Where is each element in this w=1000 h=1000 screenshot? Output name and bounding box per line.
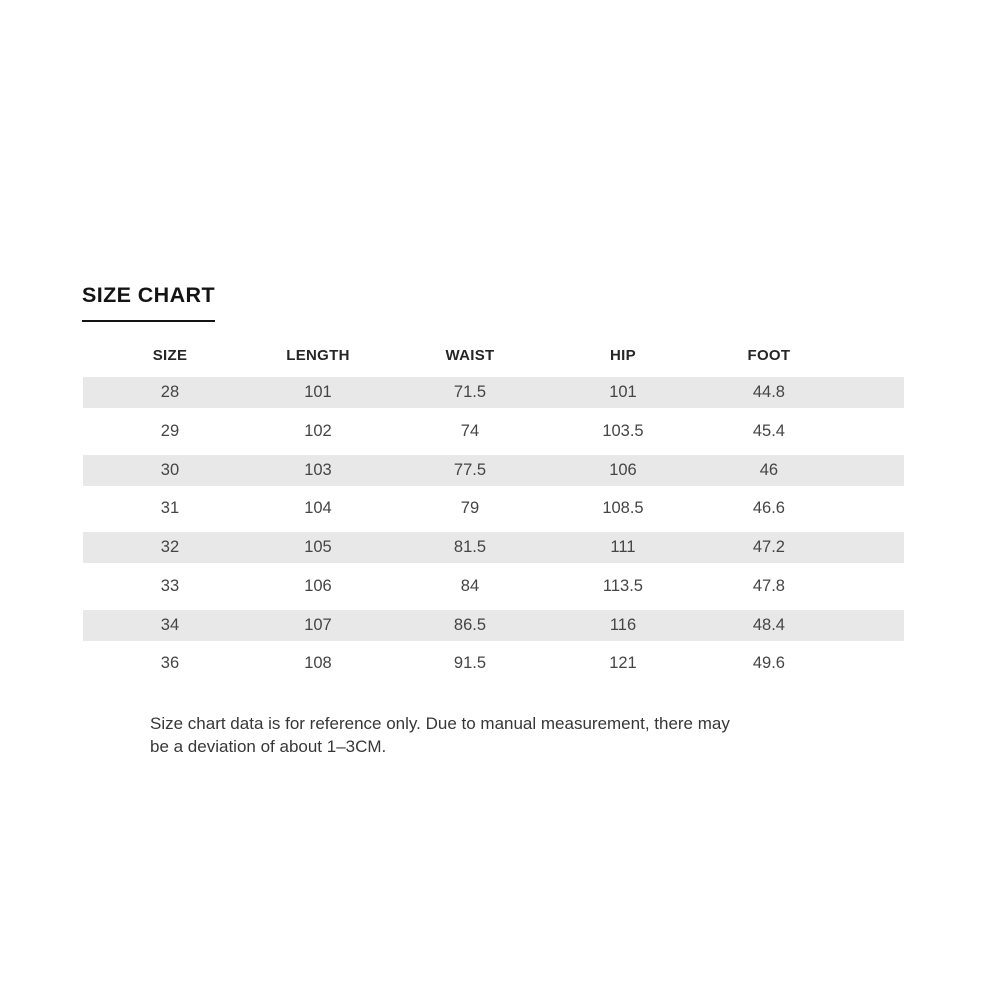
table-cell: 103.5 <box>602 422 644 441</box>
table-cell: 113.5 <box>602 576 643 595</box>
column-header-hip: HIP <box>610 347 636 364</box>
page-title: SIZE CHART <box>82 283 215 307</box>
table-cell: 86.5 <box>453 615 487 634</box>
title-underline <box>82 320 215 322</box>
table-row-size-34 <box>83 610 904 641</box>
table-cell: 106 <box>304 576 332 595</box>
table-cell: 30 <box>160 460 180 479</box>
size-chart-disclaimer <box>150 712 730 758</box>
table-row-size-32 <box>83 532 904 563</box>
table-cell: 44.8 <box>752 383 785 402</box>
table-cell: 101 <box>304 383 332 402</box>
disclaimer-line-2: be a deviation of about 1–3CM. <box>150 737 387 756</box>
column-header-foot: FOOT <box>747 347 791 364</box>
table-row-size-29 <box>83 416 904 447</box>
table-cell: 31 <box>160 499 180 518</box>
disclaimer-line-1: Size chart data is for reference only. Due to manual measurement, there may <box>150 714 730 733</box>
table-cell: 49.6 <box>752 654 785 673</box>
table-cell: 34 <box>160 615 180 634</box>
table-cell: 103 <box>304 460 332 479</box>
table-row-size-28 <box>83 377 904 408</box>
table-cell: 108.5 <box>602 499 644 518</box>
table-cell: 107 <box>304 615 332 634</box>
table-cell: 48.4 <box>752 615 785 634</box>
table-cell: 29 <box>160 422 180 441</box>
table-cell: 108 <box>304 654 332 673</box>
table-cell: 32 <box>160 538 180 557</box>
table-row-size-33 <box>83 571 904 602</box>
table-cell: 84 <box>460 576 480 595</box>
table-cell: 105 <box>304 538 332 557</box>
table-cell: 46.6 <box>752 499 785 518</box>
table-cell: 36 <box>160 654 180 673</box>
column-header-length: LENGTH <box>286 347 350 364</box>
table-cell: 81.5 <box>453 538 487 557</box>
table-row-size-30 <box>83 455 904 486</box>
table-cell: 104 <box>304 499 332 518</box>
table-cell: 47.8 <box>752 576 785 595</box>
table-cell: 106 <box>609 460 637 479</box>
table-cell: 91.5 <box>453 654 487 673</box>
table-cell: 116 <box>609 615 637 634</box>
table-row-size-36 <box>83 648 904 679</box>
table-cell: 71.5 <box>453 383 487 402</box>
size-table <box>83 340 904 687</box>
size-table-header-row <box>83 340 904 371</box>
table-cell: 33 <box>160 576 180 595</box>
table-cell: 79 <box>460 499 480 518</box>
table-cell: 101 <box>609 383 637 402</box>
table-cell: 77.5 <box>453 460 487 479</box>
size-table-body <box>83 377 904 679</box>
table-cell: 46 <box>759 460 779 479</box>
column-header-size: SIZE <box>152 347 188 364</box>
table-cell: 121 <box>609 654 637 673</box>
table-cell: 74 <box>460 422 480 441</box>
table-cell: 47.2 <box>752 538 785 557</box>
table-cell: 28 <box>160 383 180 402</box>
column-header-waist: WAIST <box>445 347 495 364</box>
table-cell: 102 <box>304 422 332 441</box>
table-cell: 111 <box>610 538 636 557</box>
table-cell: 45.4 <box>752 422 785 441</box>
table-row-size-31 <box>83 493 904 524</box>
